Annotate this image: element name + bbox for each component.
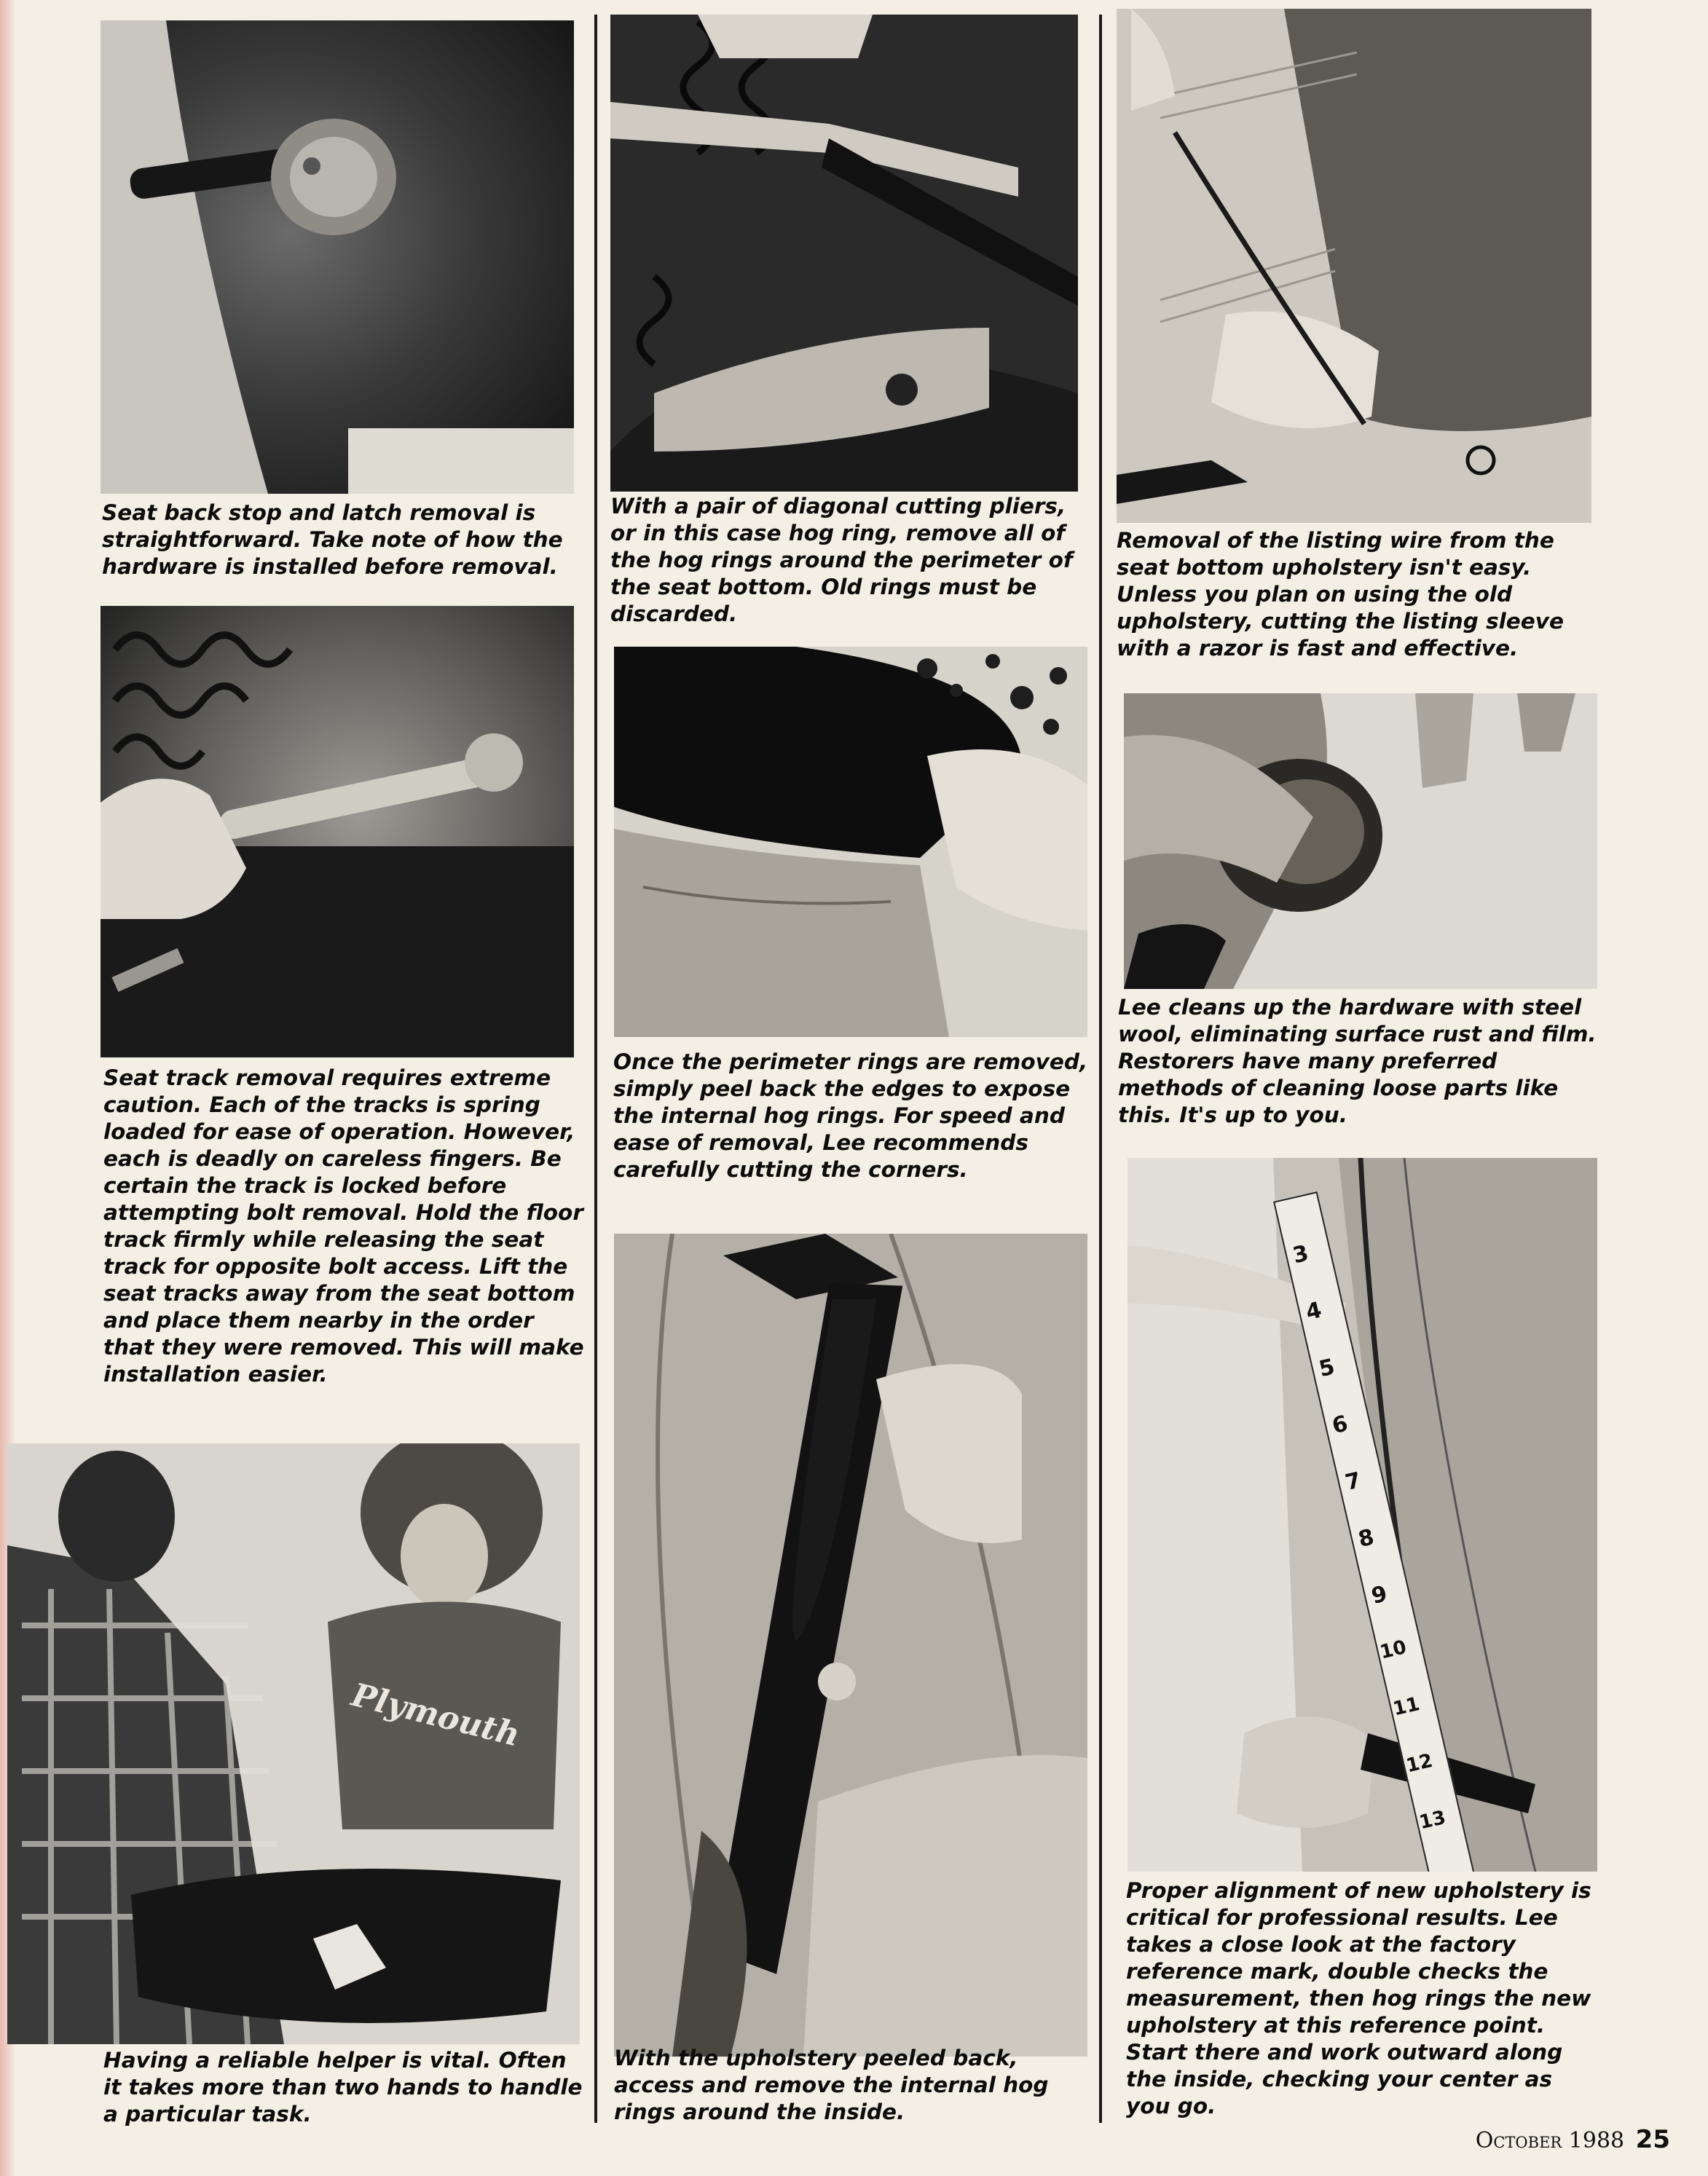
caption-alignment: Proper alignment of new upholstery is critical for professional results. Lee takes a close look at the factory reference mark, double checks the measurement, then hog rings the new upholstery at this reference point. Start there and work outward along the inside, checking your center as you go. bbox=[1126, 1878, 1591, 2118]
caption-listing-wire: Removal of the listing wire from the seat bottom upholstery isn't easy. Unless you plan on using the old upholstery, cutting the listing sleeve with a razor is fast and effective. bbox=[1117, 528, 1565, 661]
tape-digit: 13 bbox=[1417, 1806, 1448, 1834]
photo-hog-ring-pliers bbox=[610, 15, 1078, 492]
photo-peel-back bbox=[614, 647, 1087, 1037]
column-rule-left bbox=[594, 15, 597, 2123]
caption-peel-back: Once the perimeter rings are removed, simply peel back the edges to expose the internal hog rings. For speed and ease of removal, Lee recommends carefully cutting the corners. bbox=[613, 1049, 1088, 1182]
caption-helper: Having a reliable helper is vital. Often it takes more than two hands to handle a particular task. bbox=[103, 2048, 583, 2126]
tape-digit: 12 bbox=[1404, 1749, 1435, 1778]
page-footer bbox=[1476, 2125, 1670, 2154]
footer-month: October bbox=[1475, 2128, 1562, 2153]
photo-steel-wool bbox=[1124, 693, 1597, 989]
tape-digit: 9 bbox=[1369, 1581, 1390, 1609]
tape-digit: 4 bbox=[1303, 1297, 1324, 1326]
tape-digit: 11 bbox=[1390, 1692, 1422, 1721]
tape-digit: 5 bbox=[1316, 1354, 1337, 1383]
tape-digit: 10 bbox=[1377, 1636, 1409, 1664]
tape-digit: 8 bbox=[1355, 1524, 1377, 1553]
column-rule-right bbox=[1099, 15, 1102, 2123]
photo-listing-wire bbox=[1117, 9, 1591, 523]
caption-hog-rings-perimeter: With a pair of diagonal cutting pliers, or in this case hog ring, remove all of the hog rings around the perimeter of the seat bottom. Old rings must be discarded. bbox=[610, 494, 1073, 626]
caption-seat-back-stop: Seat back stop and latch removal is straightforward. Take note of how the hardware is installed before removal. bbox=[102, 500, 563, 579]
page-number: 25 bbox=[1635, 2125, 1670, 2154]
photo-alignment bbox=[1127, 1158, 1597, 1872]
photo-internal-rings bbox=[614, 1234, 1087, 2057]
shirt-logo-text: Plymouth bbox=[347, 1676, 524, 1754]
tape-digit: 6 bbox=[1329, 1411, 1350, 1440]
caption-steel-wool: Lee cleans up the hardware with steel wool, eliminating surface rust and film. Restorers have many preferred methods of cleaning loose parts like this. It's up to you. bbox=[1118, 995, 1597, 1127]
photo-seat-back-stop bbox=[101, 20, 574, 494]
caption-seat-track: Seat track removal requires extreme caution. Each of the tracks is spring loaded for ease of operation. However, each is deadly on careless fingers. Be certain the track is locked before attempting bolt removal. Hold the floor track firmly while releasing the seat track for opposite bolt access. Lift the seat tracks away from the seat bottom and place them nearby in the order that they were removed. This will make installation easier. bbox=[103, 1065, 584, 1387]
tape-digit: 3 bbox=[1290, 1240, 1311, 1269]
photo-helper bbox=[7, 1443, 580, 2044]
tape-digit: 7 bbox=[1342, 1467, 1363, 1497]
photo-seat-track bbox=[101, 606, 574, 1057]
caption-internal-rings: With the upholstery peeled back, access and remove the internal hog rings around the inside. bbox=[614, 2046, 1049, 2124]
footer-year: 1988 bbox=[1568, 2128, 1625, 2153]
